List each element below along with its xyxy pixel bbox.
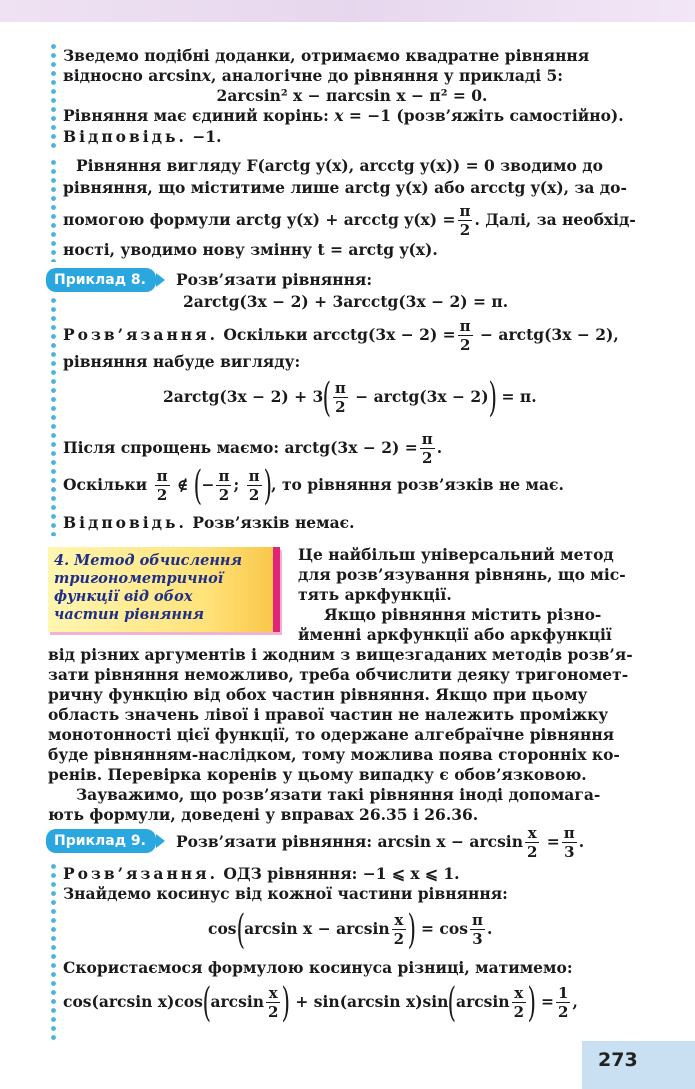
text-line: відносно arcsinx, аналогічне до рівняння у прикладі 5: bbox=[63, 66, 563, 85]
equation: cos(arcsin x − arcsin $\frac{x}{2}$ ) = cos $\frac{\pi}{3}$ . bbox=[208, 907, 493, 953]
text-line: для розв’язування рівнянь, що міс- bbox=[298, 565, 626, 584]
answer: Відповідь. Розв’язків немає. bbox=[63, 513, 355, 532]
text-line: зати рівняння неможливо, треба обчислити деяку тригономет- bbox=[48, 665, 629, 684]
margin-dots-2 bbox=[50, 158, 57, 262]
equation: 2arcsin² x − πarcsin x − π² = 0. bbox=[216, 86, 488, 105]
text-line: Якщо рівняння містить різно- bbox=[324, 605, 602, 624]
equation: 2arctg(3x − 2) + 3arcctg(3x − 2) = π. bbox=[183, 292, 509, 311]
text-line: Це найбільш універсальний метод bbox=[298, 545, 614, 564]
example-9-badge: Приклад 9. bbox=[46, 829, 156, 853]
task: Розв’язати рівняння: bbox=[176, 270, 373, 289]
text-line: Рівняння вигляду F(arctg y(x), arcctg y(x)) = 0 зводимо до bbox=[76, 156, 603, 175]
text-line: ричну функцію від обох частин рівняння. Якщо при цьому bbox=[48, 685, 588, 704]
method-4-heading: 4. Метод обчислення тригонометричної функції від обох частин рівняння bbox=[48, 547, 280, 632]
text-line: від різних аргументів і жодним з вищезгаданих методів розв’я- bbox=[48, 645, 633, 664]
solution-line: Розв’язання. Оскільки arcctg(3x − 2) = $\frac{\pi}{2}$ − arctg(3x − 2), bbox=[63, 317, 619, 354]
text-line: рівняння набуде вигляду: bbox=[63, 352, 301, 371]
page-number: 273 bbox=[598, 1049, 638, 1071]
text-line: тять аркфункції. bbox=[298, 585, 452, 604]
margin-dots-3 bbox=[50, 296, 57, 536]
task: Розв’язати рівняння: arcsin x − arcsin $\frac{x}{2}$ = $\frac{\pi}{3}$ . bbox=[176, 824, 585, 861]
example-8-badge: Приклад 8. bbox=[46, 268, 156, 292]
equation: cos(arcsin x)cos(arcsin $\frac{x}{2}$ ) + sin(arcsin x)sin(arcsin $\frac{x}{2}$ ) = $\frac{1}{2}$ , bbox=[63, 980, 578, 1026]
answer: Відповідь. −1. bbox=[63, 127, 222, 146]
margin-dots-1 bbox=[50, 42, 57, 150]
text-line: рівняння, що міститиме лише arctg y(x) або arcctg y(x), за до- bbox=[63, 178, 627, 197]
solution-line: Розв’язання. ОДЗ рівняння: −1 ⩽ x ⩽ 1. bbox=[63, 864, 460, 883]
text-line: Скористаємося формулою косинуса різниці, матимемо: bbox=[63, 958, 573, 977]
text-line: ності, уводимо нову змінну t = arctg y(x). bbox=[63, 240, 438, 259]
text-line: область значень лівої і правої частин не належить проміжку bbox=[48, 705, 609, 724]
text-line: помогою формули arctg y(x) + arcctg y(x) = $\frac{\pi}{2}$ . Далі, за необхід- bbox=[63, 202, 636, 239]
equation: 2arctg(3x − 2) + 3( $\frac{\pi}{2}$ − arctg(3x − 2)) = π. bbox=[163, 375, 537, 421]
text-line: буде рівнянням-наслідком, тому можлива поява сторонніх ко- bbox=[48, 745, 620, 764]
text-line: Оскільки $\frac{\pi}{2}$ ∉ (− $\frac{\pi}{2}$ ; $\frac{\pi}{2}$ ), то рівняння розв’язків не має. bbox=[63, 463, 564, 509]
text-line: Після спрощень маємо: arctg(3x − 2) = $\frac{\pi}{2}$ . bbox=[63, 430, 443, 467]
text-line: ють формули, доведені у вправах 26.35 і 26.36. bbox=[48, 805, 479, 824]
text-line: Зауважимо, що розв’язати такі рівняння іноді допомага- bbox=[76, 785, 601, 804]
fraction: $\frac{\pi}{2}$ bbox=[459, 202, 471, 239]
text-line: йменні аркфункції або аркфункції bbox=[298, 625, 612, 644]
text-line: ренів. Перевірка коренів у цьому випадку є обов’язковою. bbox=[48, 765, 587, 784]
text-line: монотонності цієї функції, то одержане алгебраїчне рівняння bbox=[48, 725, 615, 744]
text-line: Зведемо подібні доданки, отримаємо квадратне рівняння bbox=[63, 46, 590, 65]
top-band bbox=[0, 0, 695, 22]
text-line: Рівняння має єдиний корінь: x = −1 (розв’яжіть самостійно). bbox=[63, 106, 624, 125]
margin-dots-4 bbox=[50, 862, 57, 1042]
text-line: Знайдемо косинус від кожної частини рівняння: bbox=[63, 884, 508, 903]
page-number-box bbox=[582, 1041, 695, 1089]
